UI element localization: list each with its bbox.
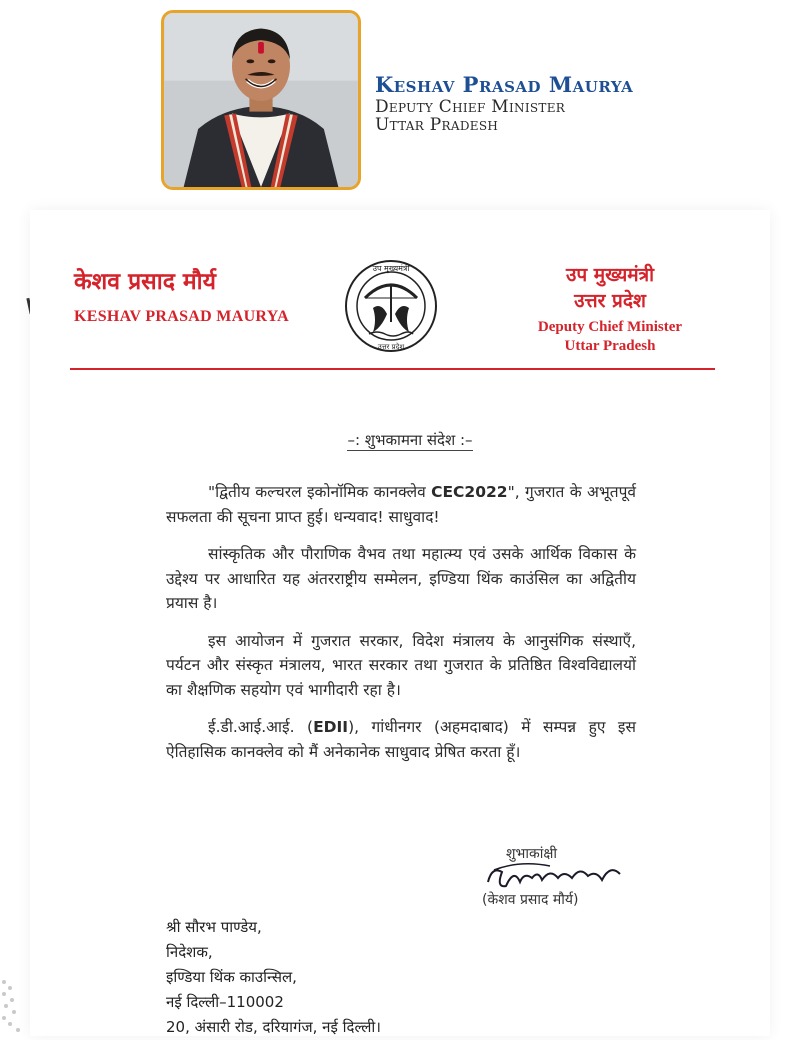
emblem-bottom-text: उत्तर प्रदेश: [377, 343, 405, 351]
recipient-address: [166, 915, 381, 1040]
address-line-5: 20, अंसारी रोड, दरियागंज, नई दिल्ली।: [166, 1018, 381, 1036]
profile-text: [375, 72, 633, 134]
letterhead-designation: [510, 262, 710, 356]
paragraph-1-prefix: "द्वितीय कल्चरल इकोनॉमिक कानक्लेव: [208, 483, 432, 501]
paragraph-4-suffix: ), गांधीनगर (अहमदाबाद) में सम्पन्न हुए इस ऐतिहासिक कानक्लेव को मैं अनेकानेक साधुवाद प्रेषित करता हूँ।: [166, 718, 636, 761]
designation-hindi-line2: उत्तर प्रदेश: [574, 290, 646, 312]
letter-title: [30, 430, 770, 450]
paragraph-3: इस आयोजन में गुजरात सरकार, विदेश मंत्रालय के आनुसंगिक संस्थाएँ, पर्यटन और संस्कृत मंत्रालय, भारत सरकार तथा गुजरात के प्रतिष्ठित विश्वविद्यालयों का शैक्षणिक सहयोग एवं भागीदारी रहा है।: [166, 631, 636, 699]
portrait-image: [164, 13, 358, 187]
paragraph-4-bold: EDII: [313, 718, 349, 736]
profile-role-line2: Uttar Pradesh: [375, 115, 499, 135]
letterhead-hindi-name: केशव प्रसाद मौर्य: [74, 269, 216, 295]
paragraph-1-bold: CEC2022: [431, 483, 508, 501]
letter-title-text: –: शुभकामना संदेश :–: [347, 431, 473, 449]
letter-document: [30, 210, 770, 1036]
address-line-2: निदेशक,: [166, 943, 213, 961]
signed-name: (केशव प्रसाद मौर्य): [482, 892, 579, 908]
profile-name: Keshav Prasad Maurya: [375, 72, 634, 97]
signoff-text: शुभाकांक्षी: [506, 846, 558, 862]
paragraph-1-suffix: ", गुजरात के अभूतपूर्व सफलता की सूचना प्राप्त हुई। धन्यवाद! साधुवाद!: [166, 483, 636, 526]
emblem-top-text: उप मुख्यमंत्री: [372, 264, 410, 273]
state-emblem-icon: [343, 258, 439, 354]
paragraph-4: [166, 715, 636, 764]
designation-english-line1: Deputy Chief Minister: [537, 319, 683, 335]
letterhead-english-name: KESHAV PRASAD MAURYA: [74, 308, 289, 325]
paragraph-4-prefix: ई.डी.आई.आई. (: [208, 718, 314, 736]
address-line-4: नई दिल्ली–110002: [166, 993, 284, 1011]
letter-body: [166, 480, 636, 777]
designation-english-line2: Uttar Pradesh: [564, 338, 656, 354]
address-line-3: इण्डिया थिंक काउन्सिल,: [166, 968, 297, 986]
address-line-1: श्री सौरभ पाण्डेय,: [166, 918, 262, 936]
paragraph-1: [166, 480, 636, 529]
profile-photo: [161, 10, 361, 190]
corner-pattern: [0, 972, 26, 1036]
designation-hindi-line1: उप मुख्यमंत्री: [565, 264, 655, 286]
paragraph-2: सांस्कृतिक और पौराणिक वैभव तथा महात्म्य एवं उसके आर्थिक विकास के उद्देश्य पर आधारित यह अंतरराष्ट्रीय सम्मेलन, इण्डिया थिंक काउंसिल का अद्वितीय प्रयास है।: [166, 545, 636, 612]
profile-role-line1: Deputy Chief Minister: [375, 97, 566, 117]
letterhead-divider: [70, 368, 715, 370]
